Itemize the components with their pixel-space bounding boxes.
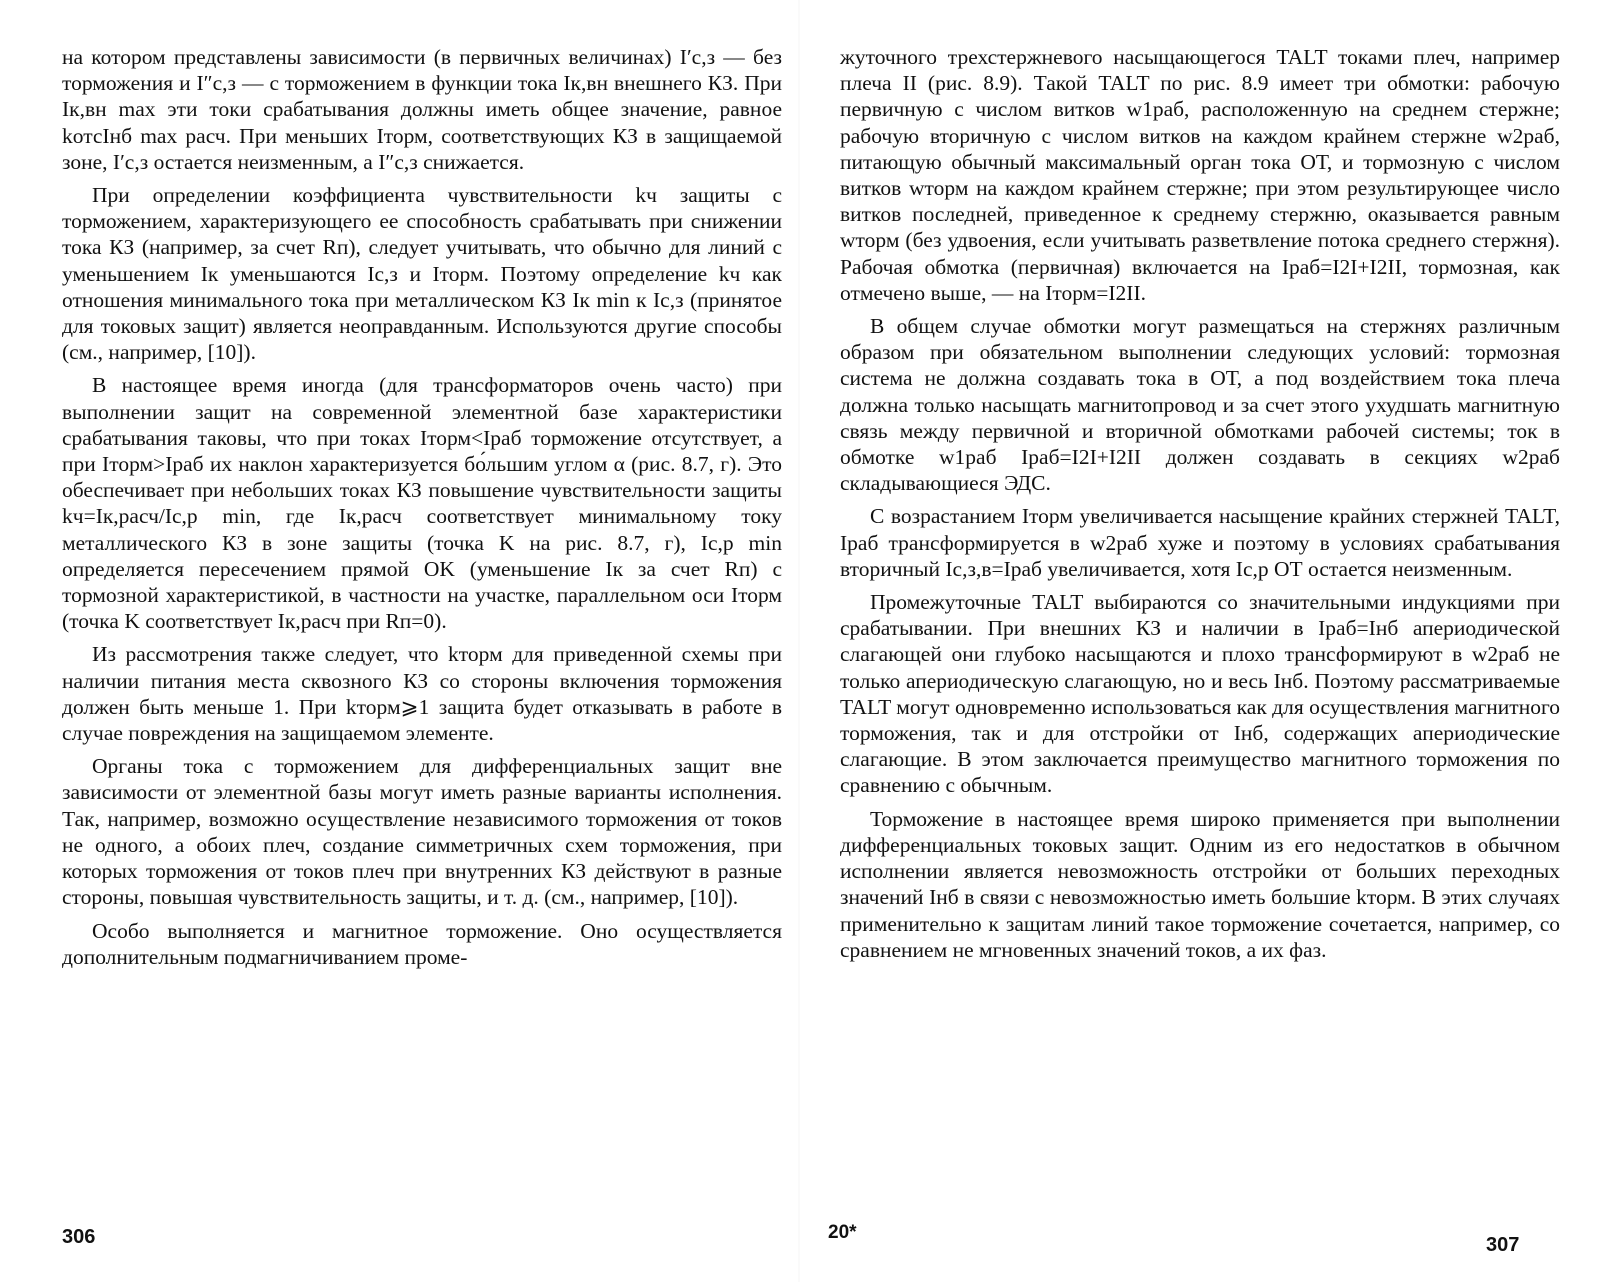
left-text-column <box>62 44 782 977</box>
paragraph: Органы тока с торможением для дифференциальных защит вне зависимости от элементной базы могут иметь разные варианты исполнения. Так, например, возможно осуществление независимого торможения от токов не одного, а обоих плеч, создание симметричных схем торможения, при которых торможения от токов плеч при внутренних КЗ действуют в разные стороны, повышая чувствительность защиты, и т. д. (см., например, [10]). <box>62 754 782 910</box>
paragraph: В настоящее время иногда (для трансформаторов очень часто) при выполнении защит на современной элементной базе характеристики срабатывания таковы, что при токах Iторм<Iраб торможение отсутствует, а при Iторм>Iраб их наклон характеризуется бо́льшим углом α (рис. 8.7, г). Это обеспечивает при небольших токах КЗ повышение чувствительности защиты kч=Iк,расч/Iс,р min, где Iк,расч соответствует минимальному току металлического КЗ в зоне защиты (точка K на рис. 8.7, г), Iс,р min определяется пересечением прямой OK (уменьшение Iк за счет Rп) с тормозной характеристикой, в частности на участке, параллельном оси Iторм (точка K соответствует Iк,расч при Rп=0). <box>62 373 782 634</box>
paragraph: жуточного трехстержневого насыщающегося TALT токами плеч, например плеча II (рис. 8.9). Такой TALT по рис. 8.9 имеет три обмотки: рабочую первичную с числом витков w1раб, расположенную на среднем стержне; рабочую вторичную с числом витков на каждом крайнем стержне w2раб, питающую обычный максимальный орган тока ОТ, и тормозную с числом витков wторм на каждом крайнем стержне; при этом результирующее число витков последней, приведенное к среднему стержню, оказывается равным wторм (без удвоения, если учитывать разветвление потока среднего стержня). Рабочая обмотка (первичная) включается на Iраб=I2I+I2II, тормозная, как отмечено выше, — на Iторм=I2II. <box>840 45 1560 305</box>
right-page <box>800 0 1600 1282</box>
page-number-left: 306 <box>62 1226 96 1248</box>
paragraph: Промежуточные TALT выбираются со значительными индукциями при срабатывании. При внешних КЗ и наличии в Iраб=Iнб апериодической слагающей они глубоко насыщаются и плохо трансформируют в w2раб не только апериодическую слагающую, но и весь Iнб. Поэтому рассматриваемые TALT могут одновременно использоваться как для осуществления магнитного торможения, так и для отстройки от Iнб, содержащих апериодические слагающие. В этом заключается преимущество магнитного торможения по сравнению с обычным. <box>840 590 1560 798</box>
paragraph: Торможение в настоящее время широко применяется при выполнении дифференциальных токовых защит. Одним из его недостатков в обычном исполнении является невозможность отстройки от больших переходных значений Iнб в связи с невозможностью иметь большие kторм. В этих случаях применительно к защитам линий такое торможение сочетается, например, со сравнением не мгновенных значений токов, а их фаз. <box>840 806 1560 962</box>
page-number-right: 307 <box>1486 1234 1520 1256</box>
paragraph: Из рассмотрения также следует, что kторм для приведенной схемы при наличии питания места сквозного КЗ со стороны включения торможения должен быть меньше 1. При kторм⩾1 защита будет отказывать в работе в случае повреждения на защищаемом элементе. <box>62 642 782 746</box>
right-text-column <box>840 44 1560 970</box>
paragraph: При определении коэффициента чувствительности kч защиты с торможением, характеризующего ее способность срабатывать при снижении тока КЗ (например, за счет Rп), следует учитывать, что обычно для линий с уменьшением Iк уменьшаются Iс,з и Iторм. Поэтому определение kч как отношения минимального тока при металлическом КЗ Iк min к Iс,з (принятое для токовых защит) является неоправданным. Используются другие способы (см., например, [10]). <box>62 183 782 365</box>
paragraph: С возрастанием Iторм увеличивается насыщение крайних стержней TALT, Iраб трансформируется в w2раб хуже и поэтому в условиях срабатывания вторичный Iс,з,в=Iраб увеличивается, хотя Iс,р ОТ остается неизменным. <box>840 504 1560 581</box>
paragraph: Особо выполняется и магнитное торможение. Оно осуществляется дополнительным подмагничиванием проме- <box>62 918 782 969</box>
paragraph: В общем случае обмотки могут размещаться на стержнях различным образом при обязательном выполнении следующих условий: тормозная система не должна создавать тока в ОТ, а под воздействием тока плеча должна только насыщать магнитопровод и за счет этого ухудшать магнитную связь между первичной и вторичной обмотками рабочей системы; ток в обмотке w1раб Iраб=I2I+I2II должен создавать в секциях w2раб складывающиеся ЭДС. <box>840 314 1560 496</box>
printer-signature-mark: 20* <box>828 1222 857 1243</box>
paragraph: на котором представлены зависимости (в первичных величинах) I′с,з — без торможения и I″с,з — с торможением в функции тока Iк,вн внешнего КЗ. При Iк,вн max эти токи срабатывания должны иметь общее значение, равное kотсIнб max расч. При меньших Iторм, соответствующих КЗ в защищаемой зоне, I′с,з остается неизменным, а I″с,з снижается. <box>62 45 782 174</box>
